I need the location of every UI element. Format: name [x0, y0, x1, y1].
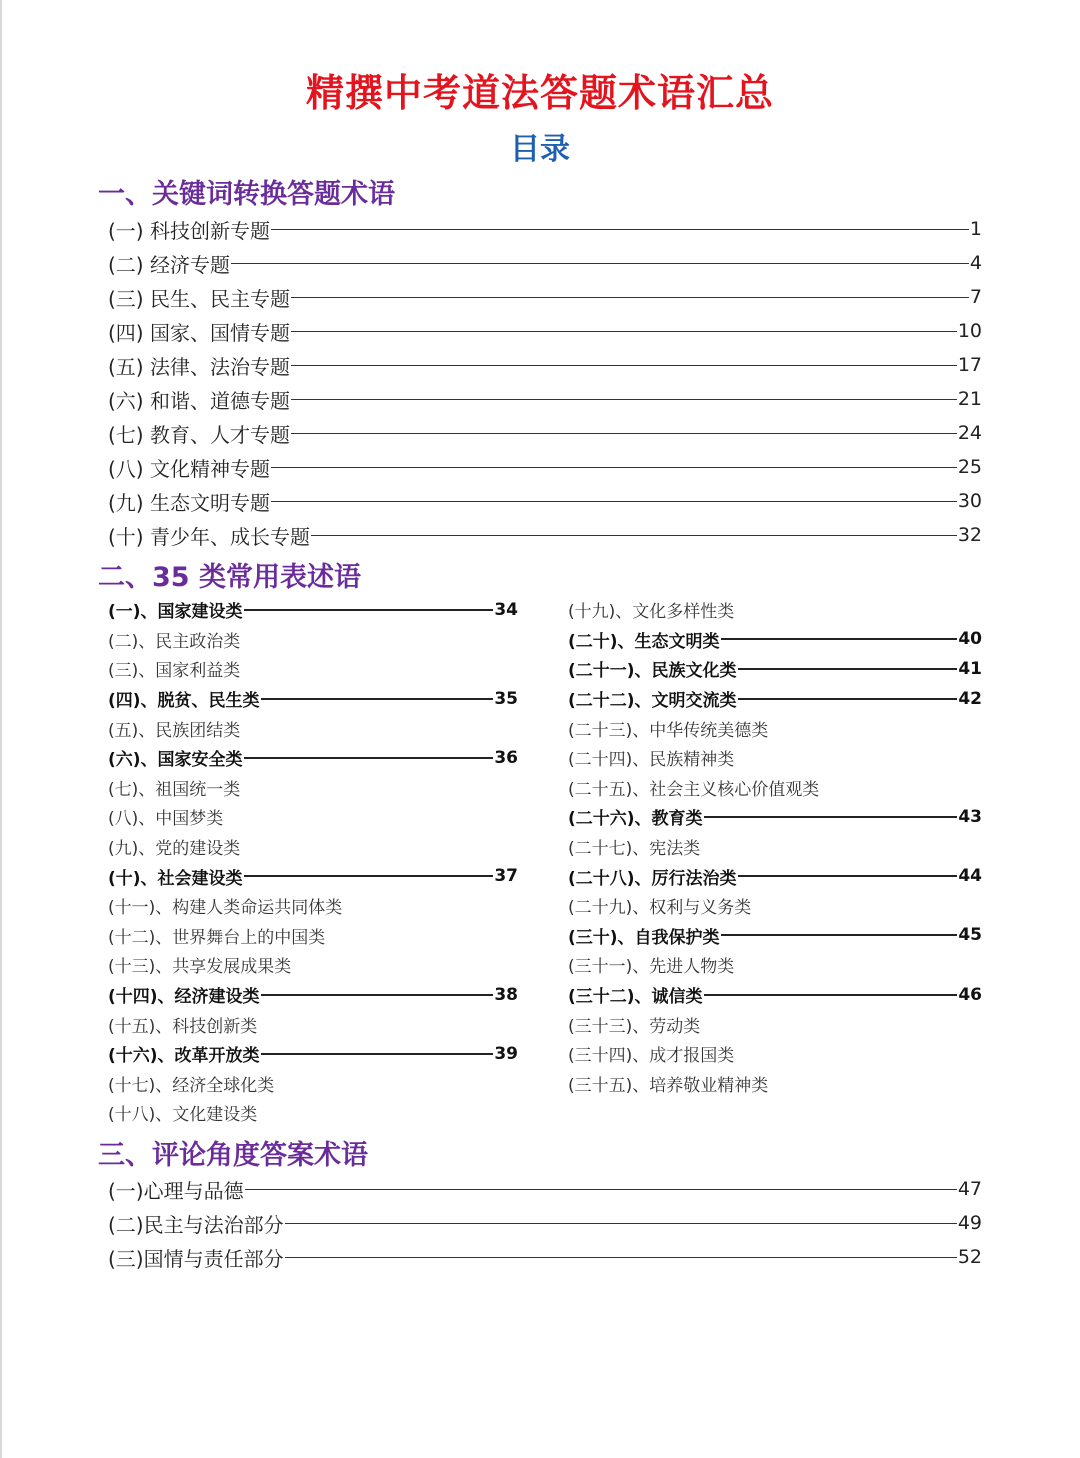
toc-entry-label: (十四)、经济建设类 — [108, 987, 260, 1008]
leader-line — [291, 433, 957, 434]
section-1-list — [108, 212, 982, 552]
leader-line — [704, 994, 958, 996]
toc-entry[interactable] — [108, 314, 982, 348]
toc-entry[interactable] — [108, 1240, 982, 1274]
leader-line — [291, 331, 957, 332]
leader-line — [291, 399, 957, 400]
toc-entry-page-number: 17 — [957, 354, 982, 376]
leader-line — [721, 934, 958, 936]
toc-entry-label: (一)心理与品德 — [108, 1178, 244, 1203]
toc-entry-label: (二十三)、中华传统美德类 — [568, 720, 769, 741]
toc-entry[interactable] — [108, 1069, 518, 1099]
leader-line — [271, 501, 957, 502]
toc-entry[interactable] — [568, 625, 982, 655]
toc-entry[interactable] — [568, 684, 982, 714]
toc-entry-page-number: 37 — [494, 866, 518, 887]
toc-entry[interactable] — [568, 1009, 982, 1039]
leader-line — [231, 263, 969, 264]
toc-entry-page-number: 47 — [957, 1178, 982, 1200]
toc-entry-page-number: 10 — [957, 320, 982, 342]
leader-line — [738, 875, 958, 877]
toc-entry-label: (二)、民主政治类 — [108, 631, 241, 652]
toc-entry[interactable] — [568, 773, 982, 803]
toc-entry-page-number: 44 — [958, 866, 982, 887]
toc-entry-label: (二十)、生态文明类 — [568, 631, 720, 652]
toc-entry-page-number: 34 — [494, 599, 518, 620]
toc-entry-page-number: 41 — [958, 658, 982, 679]
toc-entry[interactable] — [568, 921, 982, 951]
toc-entry-label: (十三)、共享发展成果类 — [108, 957, 292, 978]
toc-entry-label: (二) 经济专题 — [108, 252, 230, 277]
leader-line — [704, 816, 958, 818]
toc-entry-page-number: 43 — [958, 806, 982, 827]
toc-entry-label: (五)、民族团结类 — [108, 720, 241, 741]
leader-line — [285, 1223, 957, 1224]
toc-entry-page-number: 24 — [957, 422, 982, 444]
toc-entry-label: (三十三)、劳动类 — [568, 1016, 701, 1037]
toc-entry-page-number: 42 — [958, 688, 982, 709]
toc-entry-page-number: 4 — [969, 252, 982, 274]
toc-entry-page-number: 45 — [958, 925, 982, 946]
toc-entry[interactable] — [108, 743, 518, 773]
toc-entry[interactable] — [568, 654, 982, 684]
toc-entry-label: (一) 科技创新专题 — [108, 218, 270, 243]
toc-entry-label: (十七)、经济全球化类 — [108, 1075, 275, 1096]
toc-entry-page-number: 30 — [957, 490, 982, 512]
toc-entry-label: (三十五)、培养敬业精神类 — [568, 1075, 769, 1096]
toc-entry-page-number: 32 — [957, 524, 982, 546]
leader-line — [311, 535, 957, 536]
toc-entry[interactable] — [108, 950, 518, 980]
leader-line — [261, 1053, 494, 1055]
toc-entry[interactable] — [568, 713, 982, 743]
leader-line — [244, 609, 494, 611]
toc-entry-label: (四)、脱贫、民生类 — [108, 691, 260, 712]
toc-entry-label: (十九)、文化多样性类 — [568, 602, 735, 623]
toc-entry[interactable] — [108, 802, 518, 832]
toc-entry-label: (二十五)、社会主义核心价值观类 — [568, 779, 820, 800]
toc-entry[interactable] — [108, 891, 518, 921]
toc-entry[interactable] — [108, 416, 982, 450]
leader-line — [738, 698, 958, 700]
document-title: 精撰中考道法答题术语汇总 — [305, 71, 774, 115]
section-3-list — [108, 1172, 982, 1274]
toc-entry-label: (三)、国家利益类 — [108, 661, 241, 682]
leader-line — [291, 297, 969, 298]
toc-entry-label: (三十一)、先进人物类 — [568, 957, 735, 978]
toc-entry[interactable] — [568, 802, 982, 832]
toc-entry-label: (十八)、文化建设类 — [108, 1105, 258, 1126]
toc-entry-label: (三十二)、诚信类 — [568, 987, 703, 1008]
leader-line — [244, 757, 494, 759]
leader-line — [285, 1257, 957, 1258]
toc-entry-label: (二十四)、民族精神类 — [568, 750, 735, 771]
toc-title: 目录 — [510, 132, 570, 167]
toc-entry[interactable] — [108, 684, 518, 714]
toc-entry[interactable] — [108, 980, 518, 1010]
toc-entry[interactable] — [568, 861, 982, 891]
toc-entry-label: (四) 国家、国情专题 — [108, 320, 290, 345]
toc-entry-label: (十)、社会建设类 — [108, 868, 243, 889]
toc-entry-label: (十) 青少年、成长专题 — [108, 524, 310, 549]
toc-entry-page-number: 46 — [958, 984, 982, 1005]
toc-entry-label: (七) 教育、人才专题 — [108, 422, 290, 447]
leader-line — [271, 229, 969, 230]
toc-entry[interactable] — [108, 382, 982, 416]
toc-entry[interactable] — [568, 595, 982, 625]
toc-entry-label: (九) 生态文明专题 — [108, 490, 270, 515]
toc-entry[interactable] — [568, 832, 982, 862]
toc-entry-label: (六) 和谐、道德专题 — [108, 388, 290, 413]
toc-entry-label: (二)民主与法治部分 — [108, 1212, 284, 1237]
toc-entry[interactable] — [568, 1039, 982, 1069]
toc-entry-label: (三十)、自我保护类 — [568, 927, 720, 948]
section-heading-3: 三、评论角度答案术语 — [98, 1140, 368, 1171]
section-2-right-column — [568, 595, 982, 1098]
toc-entry[interactable] — [108, 518, 982, 552]
toc-entry[interactable] — [568, 743, 982, 773]
toc-entry-label: (八) 文化精神专题 — [108, 456, 270, 481]
toc-entry[interactable] — [108, 246, 982, 280]
toc-entry[interactable] — [108, 625, 518, 655]
section-2-left-column — [108, 595, 518, 1128]
toc-entry-page-number: 52 — [957, 1246, 982, 1268]
toc-entry-page-number: 40 — [958, 629, 982, 650]
toc-entry[interactable] — [108, 484, 982, 518]
toc-entry[interactable] — [108, 1172, 982, 1206]
toc-entry[interactable] — [108, 1039, 518, 1069]
toc-entry-label: (二十二)、文明交流类 — [568, 691, 737, 712]
toc-entry[interactable] — [108, 212, 982, 246]
toc-entry-label: (二十八)、厉行法治类 — [568, 868, 737, 889]
leader-line — [738, 668, 958, 670]
leader-line — [291, 365, 957, 366]
toc-entry[interactable] — [108, 861, 518, 891]
toc-entry-label: (一)、国家建设类 — [108, 602, 243, 623]
section-heading-1: 一、关键词转换答题术语 — [98, 179, 395, 210]
leader-line — [261, 994, 494, 996]
toc-entry-page-number: 49 — [957, 1212, 982, 1234]
toc-entry-page-number: 1 — [969, 218, 982, 240]
toc-entry-label: (二十六)、教育类 — [568, 809, 703, 830]
toc-entry[interactable] — [108, 1009, 518, 1039]
toc-entry-label: (六)、国家安全类 — [108, 750, 243, 771]
toc-entry-label: (二十七)、宪法类 — [568, 839, 701, 860]
toc-entry-page-number: 35 — [494, 688, 518, 709]
toc-entry-label: (三十四)、成才报国类 — [568, 1046, 735, 1067]
toc-entry-page-number: 7 — [969, 286, 982, 308]
toc-entry[interactable] — [108, 280, 982, 314]
toc-entry[interactable] — [108, 450, 982, 484]
leader-line — [261, 698, 494, 700]
toc-entry-page-number: 25 — [957, 456, 982, 478]
toc-entry-page-number: 36 — [494, 747, 518, 768]
toc-entry-label: (十二)、世界舞台上的中国类 — [108, 927, 326, 948]
toc-entry-label: (二十一)、民族文化类 — [568, 661, 737, 682]
toc-entry-label: (九)、党的建设类 — [108, 839, 241, 860]
toc-entry-label: (八)、中国梦类 — [108, 809, 224, 830]
toc-entry-label: (三) 民生、民主专题 — [108, 286, 290, 311]
toc-entry-page-number: 38 — [494, 984, 518, 1005]
toc-entry[interactable] — [108, 1206, 982, 1240]
toc-entry-label: (十五)、科技创新类 — [108, 1016, 258, 1037]
toc-entry[interactable] — [108, 348, 982, 382]
leader-line — [271, 467, 957, 468]
toc-entry[interactable] — [568, 950, 982, 980]
toc-entry-page-number: 39 — [494, 1043, 518, 1064]
toc-entry-label: (五) 法律、法治专题 — [108, 354, 290, 379]
toc-entry[interactable] — [108, 921, 518, 951]
toc-entry[interactable] — [568, 1069, 982, 1099]
page-edge — [0, 0, 2, 1458]
leader-line — [245, 1189, 957, 1190]
toc-entry[interactable] — [108, 595, 518, 625]
toc-entry[interactable] — [108, 832, 518, 862]
toc-entry[interactable] — [108, 713, 518, 743]
toc-entry[interactable] — [568, 891, 982, 921]
toc-entry[interactable] — [108, 1098, 518, 1128]
leader-line — [244, 875, 494, 877]
toc-entry-label: (十一)、构建人类命运共同体类 — [108, 898, 343, 919]
toc-entry[interactable] — [568, 980, 982, 1010]
toc-entry-label: (十六)、改革开放类 — [108, 1046, 260, 1067]
toc-entry-label: (七)、祖国统一类 — [108, 779, 241, 800]
toc-entry-page-number: 21 — [957, 388, 982, 410]
toc-entry[interactable] — [108, 773, 518, 803]
section-heading-2: 二、35 类常用表述语 — [98, 562, 361, 593]
toc-entry-label: (三)国情与责任部分 — [108, 1246, 284, 1271]
toc-entry[interactable] — [108, 654, 518, 684]
toc-entry-label: (二十九)、权利与义务类 — [568, 898, 752, 919]
leader-line — [721, 638, 958, 640]
